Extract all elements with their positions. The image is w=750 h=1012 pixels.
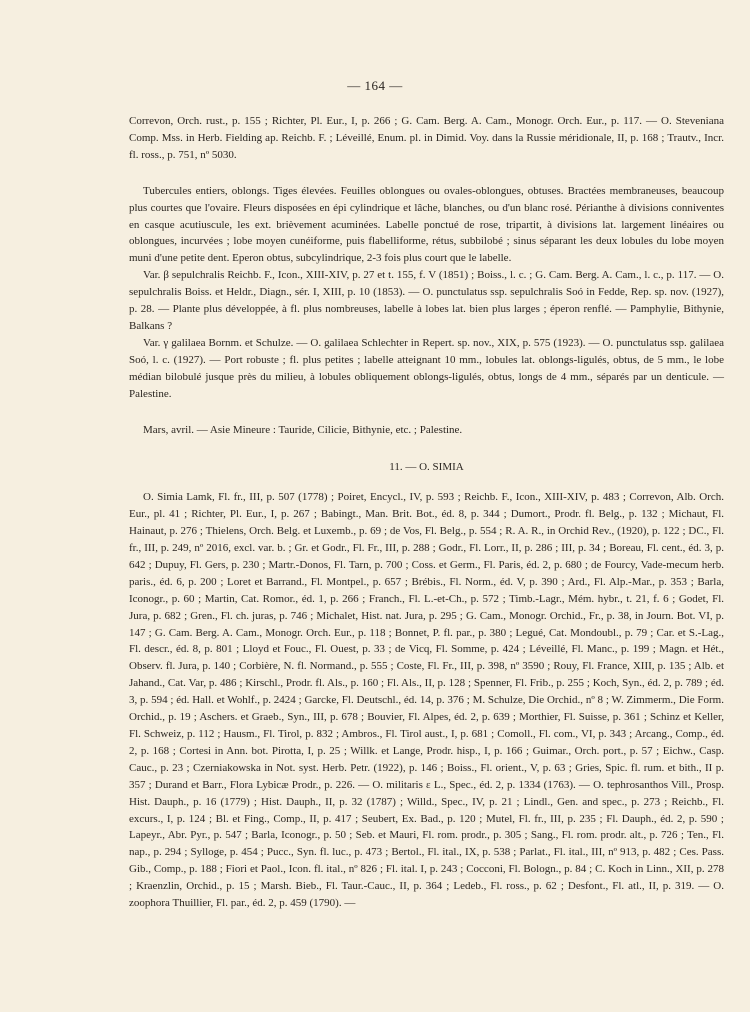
body-text <box>129 113 724 912</box>
paragraph-var-sepulchralis: Var. β sepulchralis Reichb. F., Icon., XIII-XIV, p. 27 et t. 155, f. V (1851) ; Boiss., l. c. ; G. Cam. Berg. A. Cam., l. c., p. 117. — O. sepulchralis Boiss. et Heldr., Diagn., sér. I, XIII, p. 10 (1853). — O. punctulatus ssp. sepulchralis Soó in Fedde, Rep. sp. nov. (1927), p. 28. — Plante plus développée, à fl. plus nombreuses, labelle à lobes lat. bien plus larges ; éperon renflé. — Pamphylie, Bithynie, Balkans ? <box>129 269 724 332</box>
page-number: — 164 — <box>347 78 403 93</box>
paragraph-simia-synonymy: O. Simia Lamk, Fl. fr., III, p. 507 (1778) ; Poiret, Encycl., IV, p. 593 ; Reichb. F., Icon., XIII-XIV, p. 483 ; Correvon, Alb. Orch. Eur., pl. 41 ; Richter, Pl. Eur., I, p. 267 ; Babingt., Man. Brit. Bot., éd. 8, p. 344 ; Dumort., Prodr. fl. Belg., p. 132 ; Michaut, Fl. Hainaut, p. 276 ; Thielens, Orch. Belg. et Luxemb., p. 69 ; de Vos, Fl. Belg., p. 554 ; R. A. R., in Orchid Rev., (1920), p. 122 ; DC., Fl. fr., III, p. 249, nº 2016, excl. var. b. ; Gr. et Godr., Fl. Fr., III, p. 288 ; Godr., Fl. Lorr., II, p. 286 ; III, p. 34 ; Boreau, Fl. cent., éd. 3, p. 642 ; Dupuy, Fl. Gers, p. 230 ; Martr.-Donos, Fl. Tarn, p. 700 ; Coss. et Germ., Fl. Paris, éd. 2, p. 680 ; de Fourcy, Vade-mecum herb. paris., éd. 6, p. 200 ; Loret et Barrand., Fl. Montpel., p. 657 ; Brébis., Fl. Norm., éd. V, p. 390 ; Ard., Fl. Alp.-Mar., p. 353 ; Barla, Iconogr., p. 60 ; Martin, Cat. Romor., éd. 1, p. 266 ; Franch., Fl. L.-et-Ch., p. 572 ; Timb.-Lagr., Mém. hybr., t. 21, f. 6 ; Godet, Fl. Jura, p. 682 ; Gren., Fl. ch. juras, p. 746 ; Michalet, Hist. nat. Jura, p. 295 ; G. Cam., Monogr. Orchid., Fr., p. 38, in Journ. Bot. VI, p. 147 ; G. Cam. Berg. A. Cam., Monogr. Orch. Eur., p. 118 ; Bonnet, P. fl. par., p. 380 ; Legué, Cat. Mondoubl., p. 79 ; Car. et S.-Lag., Fl. descr., éd. 8, p. 801 ; Lloyd et Fouc., Fl. Ouest, p. 33 ; de Vicq, Fl. Somme, p. 424 ; Léveillé, Fl. Manc., p. 199 ; Magn. et Hét., Observ. fl. Jura, p. 140 ; Corbière, N. fl. Normand., p. 555 ; Coste, Fl. Fr., III, p. 398, nº 3590 ; Rouy, Fl. France, XIII, p. 135 ; Alb. et Jahand., Cat. Var, p. 486 ; Kirschl., Prodr. fl. Als., p. 160 ; Fl. Als., II, p. 128 ; Spenner, Fl. Frib., p. 255 ; Koch, Syn., éd. 2, p. 789 ; éd. 3, p. 594 ; éd. Hall. et Wohlf., p. 2424 ; Garcke, Fl. Deutschl., éd. 14, p. 376 ; M. Schulze, Die Orchid., nº 8 ; W. Zimmerm., Die Form. Orchid., p. 19 ; Aschers. et Graeb., Syn., III, p. 678 ; Bouvier, Fl. Alpes, éd. 2, p. 639 ; Morthier, Fl. Suisse, p. 361 ; Schinz et Keller, Fl. Schweiz, p. 112 ; Hausm., Fl. Tirol, p. 832 ; Ambros., Fl. Tirol aust., I, p. 681 ; Comoll., Fl. com., VI, p. 343 ; Arcang., Comp., éd. 2, p. 168 ; Cortesi in Ann. bot. Pirotta, I, p. 25 ; Willk. et Lange, Prodr. hisp., I, p. 166 ; Guimar., Orch. port., p. 57 ; Eichw., Casp. Cauc., p. 23 ; Czerniakowska in Not. syst. Herb. Petr. (1922), p. 146 ; Boiss., Fl. orient., V, p. 63 ; Gries, Spic. fl. rum. et bith., II p. 357 ; Durand et Barr., Flora Lybicæ Prodr., p. 226. — O. militaris ε L., Spec., éd. 2, p. 1334 (1763). — O. tephrosanthos Vill., Prosp. Hist. Dauph., p. 16 (1779) ; Hist. Dauph., II, p. 32 (1787) ; Willd., Spec., IV, p. 21 ; Lindl., Gen. and spec., p. 273 ; Reichb., Fl. excurs., I, p. 124 ; Bl. et Fing., Comp., II, p. 417 ; Seubert, Ex. Bad., p. 120 ; Mutel, Fl. fr., III, p. 235 ; Fl. Dauph., éd. 2, p. 590 ; Lapeyr., Abr. Pyr., p. 547 ; Barla, Iconogr., p. 50 ; Seb. et Mauri, Fl. rom. prodr., p. 305 ; Sang., Fl. rom. prodr. alt., p. 726 ; Ten., Fl. nap., p. 294 ; Sylloge, p. 454 ; Pucc., Syn. fl. luc., p. 473 ; Bertol., Fl. ital., IX, p. 538 ; Parlat., Fl. ital., III, nº 913, p. 482 ; Ces. Pass. Gib., Comp., p. 188 ; Fiori et Paol., Icon. fl. ital., nº 826 ; Fl. ital. I, p. 243 ; Cocconi, Fl. Bologn., p. 84 ; C. Koch in Linn., XII, p. 278 ; Kraenzlin, Orchid., p. 15 ; Marsh. Bieb., Fl. Taur.-Cauc., II, p. 364 ; Ledeb., Fl. ross., p. 62 ; Desfont., Fl. atl., II, p. 319. — O. zoophora Thuillier, Fl. par., éd. 2, p. 459 (1790). — <box>129 491 724 910</box>
paragraph-description: Tubercules entiers, oblongs. Tiges élevées. Feuilles oblongues ou ovales-oblongues, obtuses. Bractées membraneuses, beaucoup plus courtes que l'ovaire. Fleurs disposées en épi cylindrique et lâche, blanches, ou d'un blanc rosé. Périanthe à divisions conniventes en casque acutiuscule, les ext. brièvement acuminées. Labelle ponctué de rose, tripartit, à divisions lat. largement linéaires ou oblongues, incurvées ; lobe moyen cunéiforme, puis flabelliforme, rétus, subbilobé ; sinus séparant les deux lobules du lobe moyen muni d'une petite dent. Eperon obtus, subcylindrique, 2-3 fois plus court que le labelle. <box>129 184 724 265</box>
paragraph-distribution: Mars, avril. — Asie Mineure : Tauride, Cilicie, Bithynie, etc. ; Palestine. <box>143 423 463 436</box>
paragraph-synonymy-continued: Correvon, Orch. rust., p. 155 ; Richter, Pl. Eur., I, p. 266 ; G. Cam. Berg. A. Cam., Monogr. Orch. Eur., p. 117. — O. Steveniana Comp. Mss. in Herb. Fielding ap. Reichb. F. ; Léveillé, Enum. pl. in Dimid. Voy. dans la Russie méridionale, II, p. 168 ; Trautv., Incr. fl. ross., p. 751, nº 5030. <box>129 115 724 161</box>
section-heading: 11. — O. SIMIA <box>389 461 464 474</box>
paragraph-var-galilaea: Var. γ galilaea Bornm. et Schulze. — O. galilaea Schlechter in Repert. sp. nov., XIX, p. 575 (1923). — O. punctulatus ssp. galilaea Soó, l. c. (1927). — Port robuste ; fl. plus petites ; labelle atteignant 10 mm., lobules lat. oblongs-ligulés, obtus, de 5 mm., le lobe médian bilobulé jusque près du milieu, à lobules obliquement oblongs-ligulés, obtus, longs de 4 mm., séparés par un denticule. — Palestine. <box>129 336 724 400</box>
